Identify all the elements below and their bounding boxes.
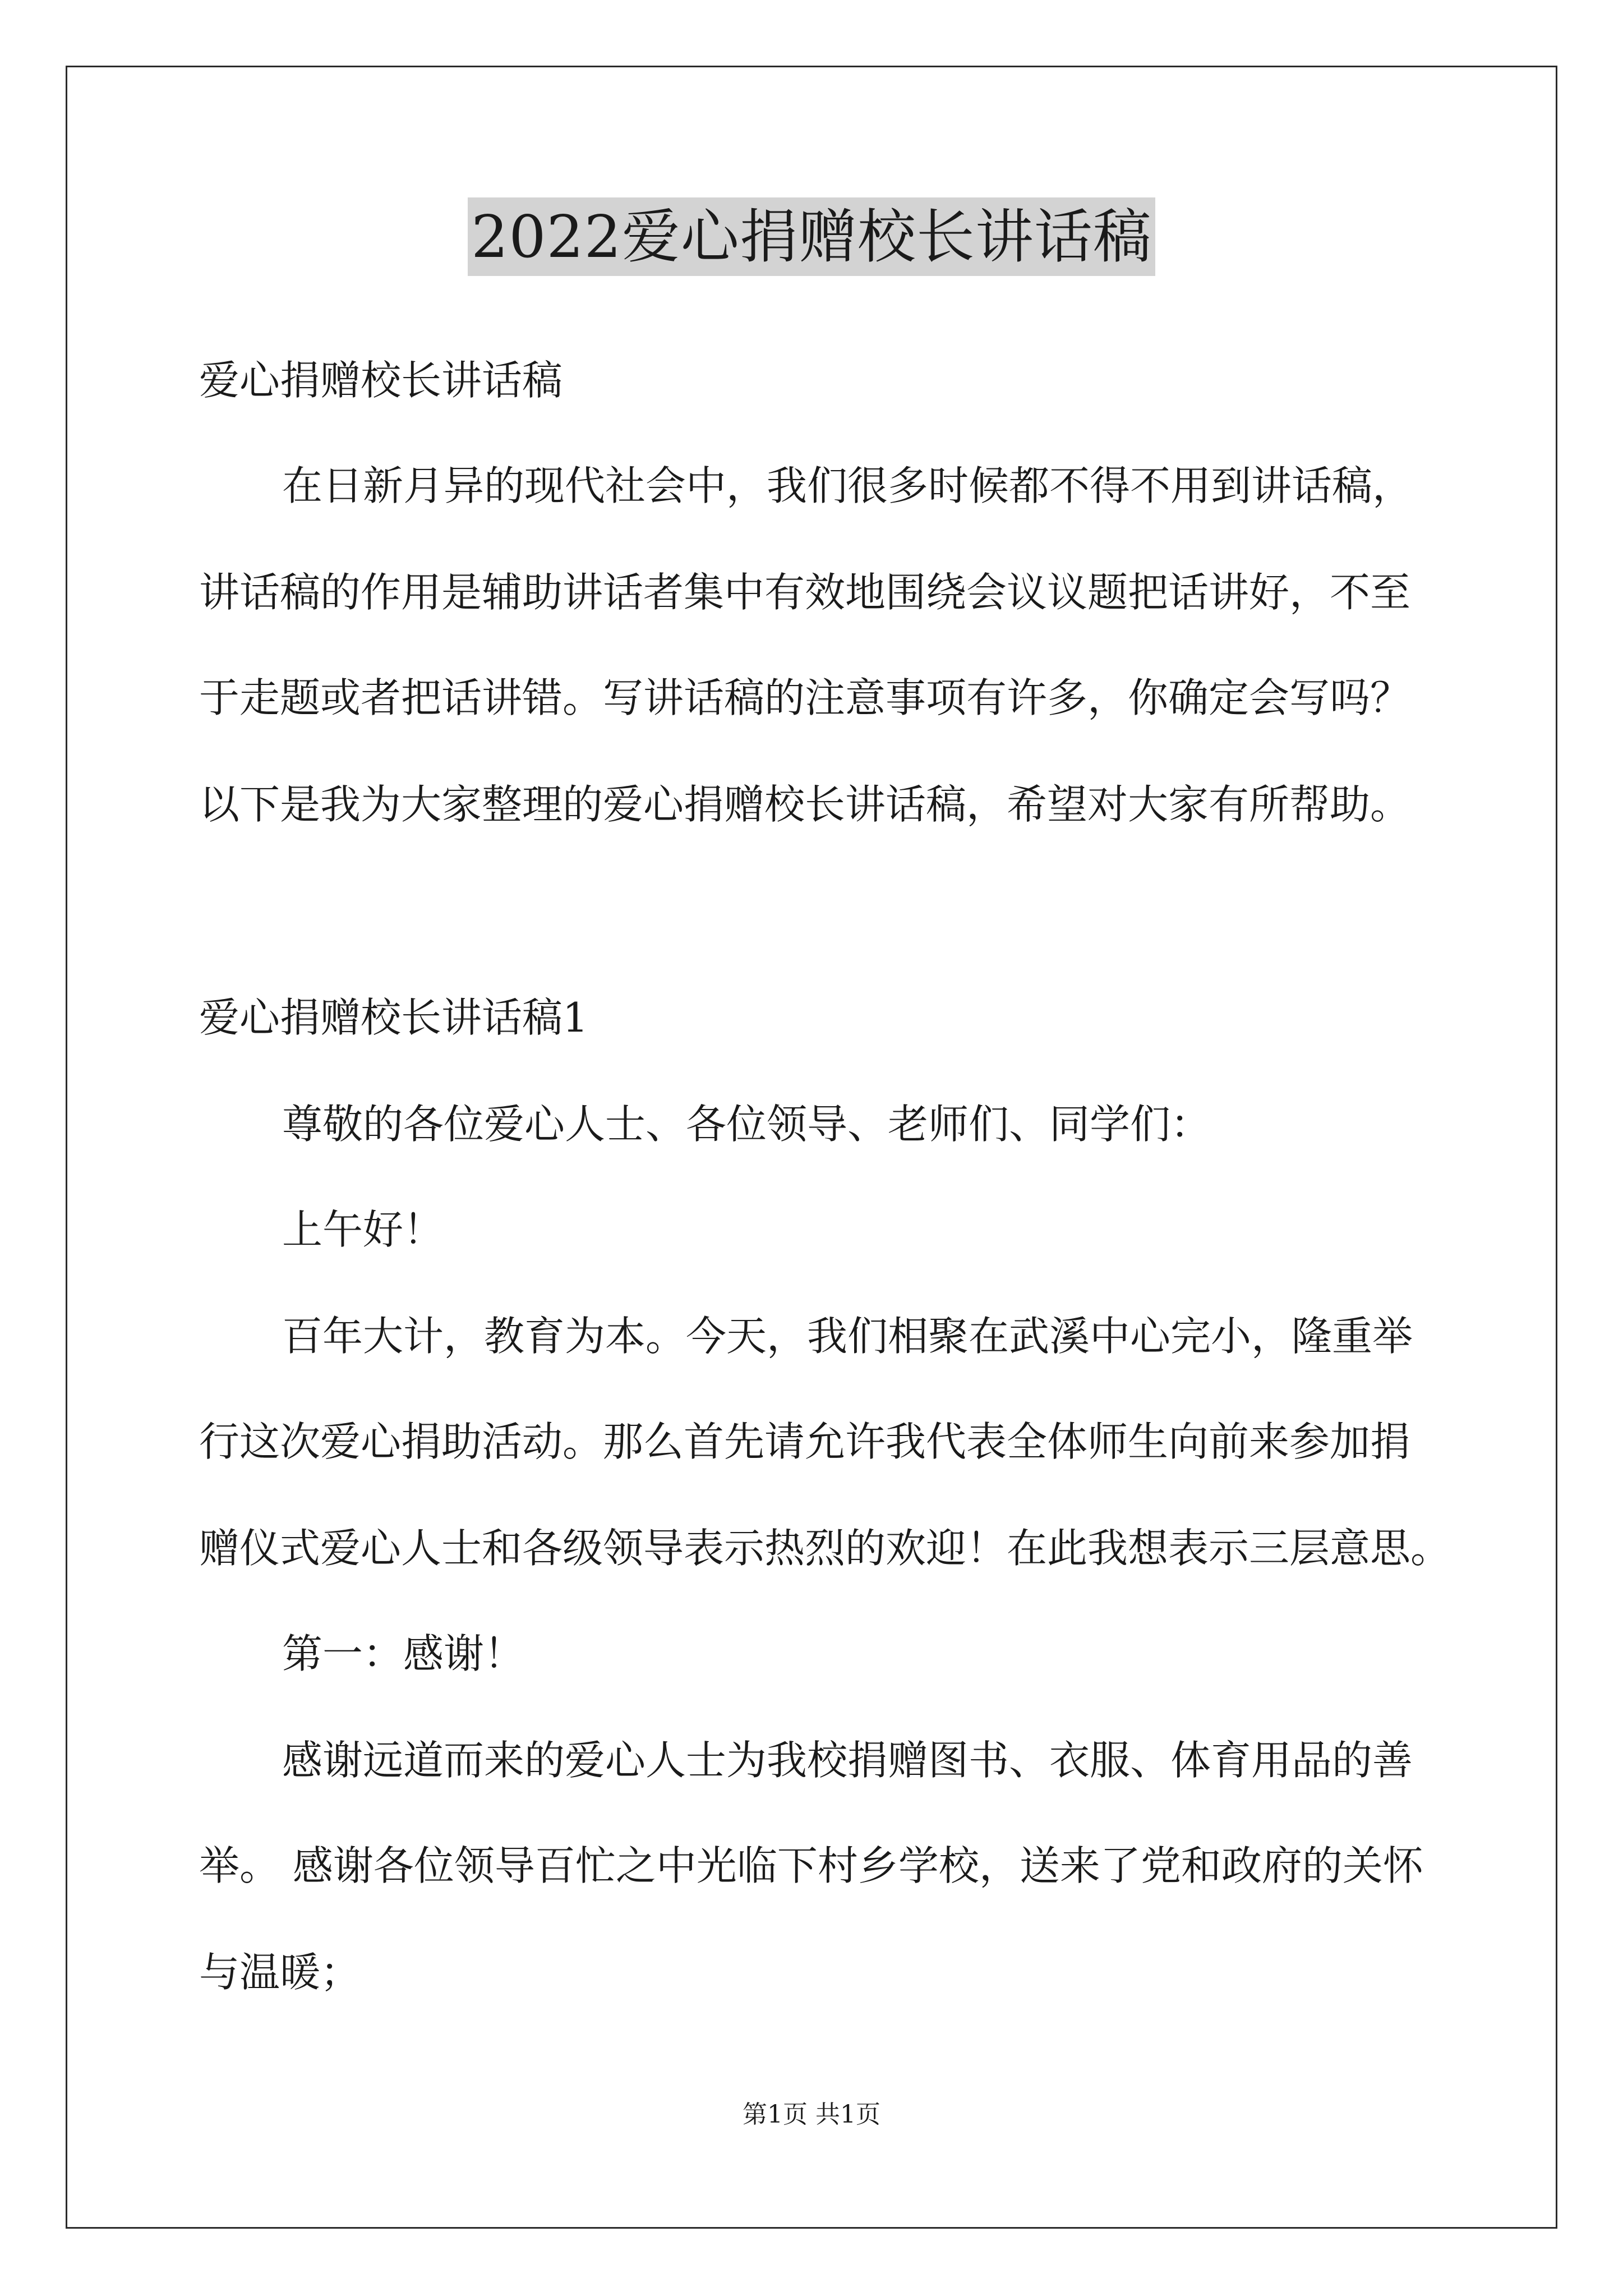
intro-line-2: 讲话稿的作用是辅助讲话者集中有效地围绕会议议题把话讲好，不至	[199, 569, 1411, 616]
intro-line-1: 在日新月异的现代社会中，我们很多时候都不得不用到讲话稿，	[282, 462, 1413, 509]
title-container	[0, 197, 1623, 276]
point-one: 第一：感谢！	[282, 1630, 525, 1677]
section-heading: 爱心捐赠校长讲话稿1	[199, 994, 588, 1041]
paragraph2-line-2: 举。 感谢各位领导百忙之中光临下村乡学校，送来了党和政府的关怀	[199, 1842, 1423, 1889]
document-subtitle: 爱心捐赠校长讲话稿	[199, 357, 563, 404]
intro-line-3: 于走题或者把话讲错。写讲话稿的注意事项有许多，你确定会写吗？	[199, 674, 1411, 721]
intro-line-4: 以下是我为大家整理的爱心捐赠校长讲话稿，希望对大家有所帮助。	[199, 781, 1411, 828]
paragraph1-line-1: 百年大计，教育为本。今天，我们相聚在武溪中心完小，隆重举	[282, 1313, 1413, 1360]
greeting: 上午好！	[282, 1206, 444, 1253]
document-title: 2022爱心捐赠校长讲话稿	[468, 197, 1155, 276]
paragraph1-line-3: 赠仪式爱心人士和各级领导表示热烈的欢迎！在此我想表示三层意思。	[199, 1525, 1451, 1572]
page-footer: 第1页 共1页	[743, 2100, 880, 2129]
salutation: 尊敬的各位爱心人士、各位领导、老师们、同学们：	[282, 1101, 1211, 1148]
paragraph2-line-3: 与温暖；	[199, 1949, 361, 1996]
paragraph2-line-1: 感谢远道而来的爱心人士为我校捐赠图书、衣服、体育用品的善	[282, 1737, 1413, 1784]
paragraph1-line-2: 行这次爱心捐助活动。那么首先请允许我代表全体师生向前来参加捐	[199, 1418, 1411, 1465]
